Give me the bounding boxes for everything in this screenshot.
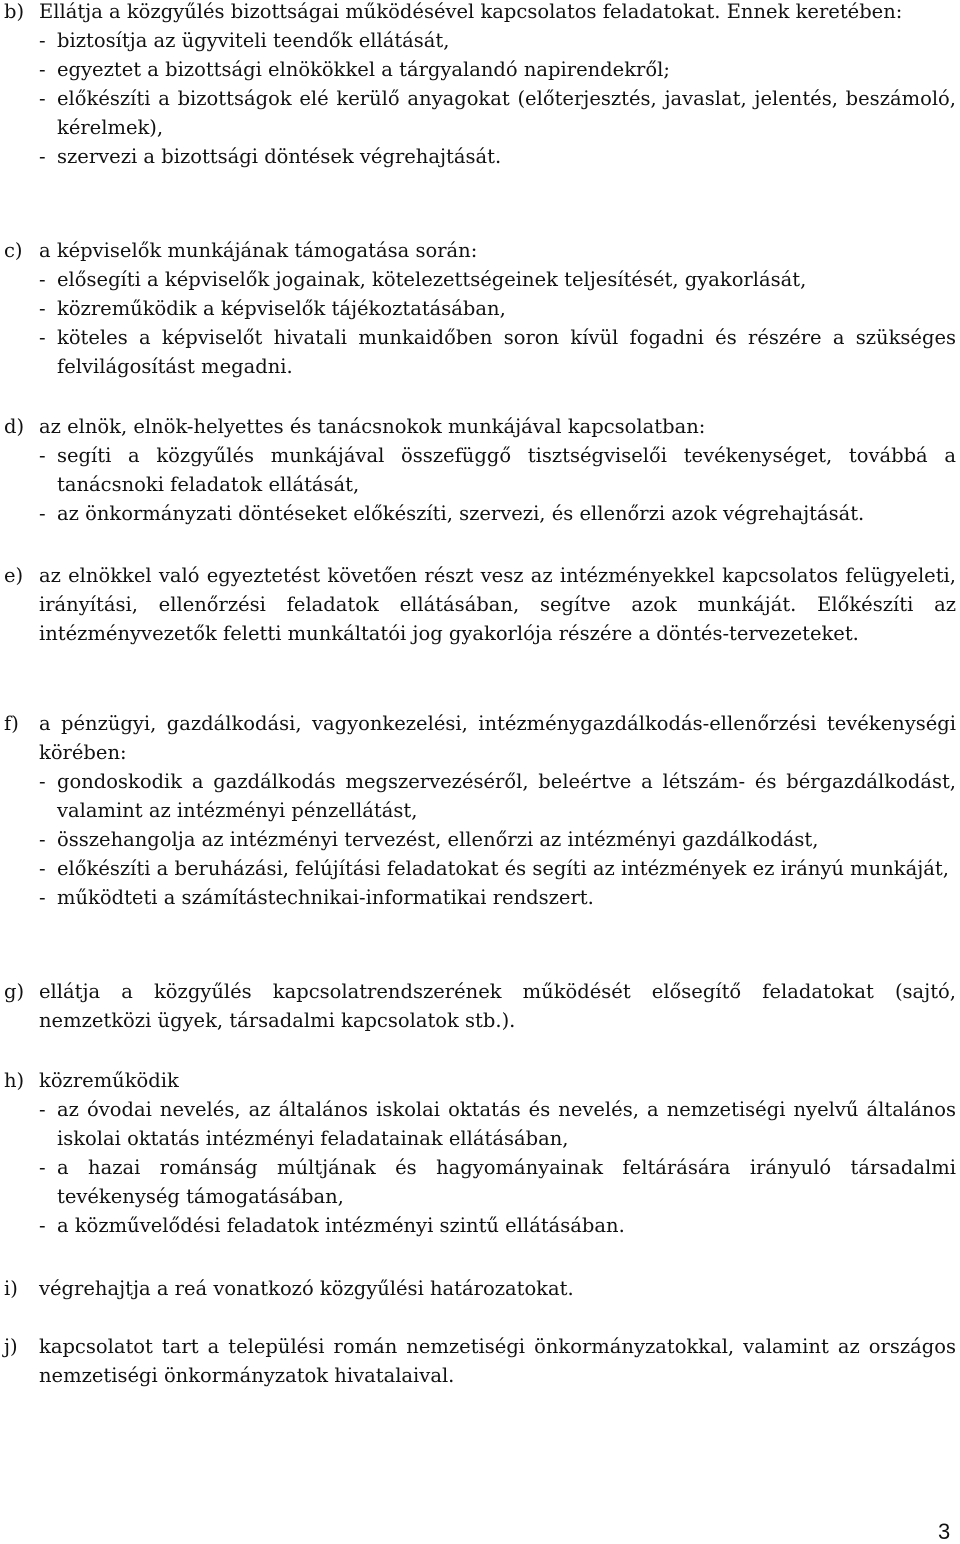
dash-bullet: - [39,770,46,793]
section-c [4,236,956,381]
section-content [39,0,956,171]
list-item [39,142,956,171]
section-marker: g) [4,980,25,1003]
section-text: kapcsolatot tart a települési román nemzetiségi önkormányzatokkal, valamint az országos nemzetiségi önkormányzatok hivatalaival. [39,1335,956,1387]
dash-bullet: - [39,297,46,320]
dash-bullet: - [39,87,46,110]
dash-bullet: - [39,1214,46,1237]
list-item [39,84,956,142]
section-h [4,1066,956,1240]
section-i [4,1274,956,1303]
section-content [39,977,956,1035]
list-item [39,854,956,883]
section-text: végrehajtja a reá vonatkozó közgyűlési határozatokat. [39,1277,574,1300]
dash-bullet: - [39,145,46,168]
dash-bullet: - [39,1098,46,1121]
section-marker: f) [4,712,19,735]
section-intro: a pénzügyi, gazdálkodási, vagyonkezelési, intézménygazdálkodás-ellenőrzési tevékenységi körében: [39,712,956,764]
list-item [39,1153,956,1211]
list-item [39,441,956,499]
section-b [4,0,956,171]
section-content [39,709,956,912]
section-marker: e) [4,564,24,587]
section-content [39,236,956,381]
item-text: biztosítja az ügyviteli teendők ellátását, [57,29,450,52]
list-item [39,323,956,381]
item-text: gondoskodik a gazdálkodás megszervezéséről, beleértve a létszám- és bérgazdálkodást, valamint az intézményi pénzellátást, [57,770,956,822]
item-text: segíti a közgyűlés munkájával összefüggő tisztségviselői tevékenységet, továbbá a tanácsnoki feladatok ellátását, [57,444,956,496]
section-content [39,1066,956,1240]
section-e [4,561,956,648]
list-item [39,883,956,912]
dash-bullet: - [39,828,46,851]
section-intro: Ellátja a közgyűlés bizottságai működésével kapcsolatos feladatokat. Ennek keretében: [39,0,903,23]
section-f [4,709,956,912]
section-j [4,1332,956,1390]
list-item [39,26,956,55]
section-content [39,1332,956,1390]
list-item [39,294,956,323]
item-text: szervezi a bizottsági döntések végrehajtását. [57,145,502,168]
dash-bullet: - [39,502,46,525]
dash-bullet: - [39,58,46,81]
item-text: egyeztet a bizottsági elnökökkel a tárgyalandó napirendekről; [57,58,670,81]
dash-bullet: - [39,29,46,52]
section-content [39,561,956,648]
dash-bullet: - [39,857,46,880]
dash-bullet: - [39,886,46,909]
item-text: előkészíti a beruházási, felújítási feladatokat és segíti az intézmények ez irányú munkáját, [57,857,949,880]
item-text: összehangolja az intézményi tervezést, ellenőrzi az intézményi gazdálkodást, [57,828,819,851]
section-text: az elnökkel való egyeztetést követően részt vesz az intézményekkel kapcsolatos felügyeleti, irányítási, ellenőrzési feladatok ellátásában, segítve azok munkáját. Előkészíti az intézményvezetők feletti munkáltatói jog gyakorlója részére a döntés-tervezeteket. [39,564,956,645]
item-text: köteles a képviselőt hivatali munkaidőben soron kívül fogadni és részére a szükséges felvilágosítást megadni. [57,326,956,378]
list-item [39,265,956,294]
item-list [39,1095,956,1240]
list-item [39,1095,956,1153]
dash-bullet: - [39,326,46,349]
dash-bullet: - [39,444,46,467]
item-list [39,26,956,171]
item-text: közreműködik a képviselők tájékoztatásában, [57,297,506,320]
item-text: a közművelődési feladatok intézményi szintű ellátásában. [57,1214,625,1237]
item-text: a hazai románság múltjának és hagyományainak feltárására irányuló társadalmi tevékenység támogatásában, [57,1156,956,1208]
section-marker: d) [4,415,25,438]
section-intro: közreműködik [39,1069,179,1092]
item-text: az óvodai nevelés, az általános iskolai oktatás és nevelés, a nemzetiségi nyelvű általános iskolai oktatás intézményi feladatainak ellátásában, [57,1098,956,1150]
section-intro: az elnök, elnök-helyettes és tanácsnokok munkájával kapcsolatban: [39,415,706,438]
item-text: az önkormányzati döntéseket előkészíti, szervezi, és ellenőrzi azok végrehajtását. [57,502,865,525]
section-marker: c) [4,239,23,262]
item-list [39,265,956,381]
list-item [39,825,956,854]
section-content [39,1274,956,1303]
dash-bullet: - [39,268,46,291]
list-item [39,1211,956,1240]
section-g [4,977,956,1035]
section-marker: h) [4,1069,25,1092]
item-text: előkészíti a bizottságok elé kerülő anyagokat (előterjesztés, javaslat, jelentés, beszámoló, kérelmek), [57,87,956,139]
section-d [4,412,956,528]
section-intro: a képviselők munkájának támogatása során: [39,239,478,262]
page-number: 3 [938,1519,951,1544]
section-content [39,412,956,528]
section-text: ellátja a közgyűlés kapcsolatrendszerének működését elősegítő feladatokat (sajtó, nemzetközi ügyek, társadalmi kapcsolatok stb.). [39,980,956,1032]
section-marker: i) [4,1277,18,1300]
item-text: működteti a számítástechnikai-informatikai rendszert. [57,886,594,909]
section-marker: b) [4,0,25,23]
list-item [39,55,956,84]
list-item [39,767,956,825]
list-item [39,499,956,528]
item-text: elősegíti a képviselők jogainak, kötelezettségeinek teljesítését, gyakorlását, [57,268,807,291]
dash-bullet: - [39,1156,46,1179]
section-marker: j) [4,1335,18,1358]
item-list [39,767,956,912]
item-list [39,441,956,528]
